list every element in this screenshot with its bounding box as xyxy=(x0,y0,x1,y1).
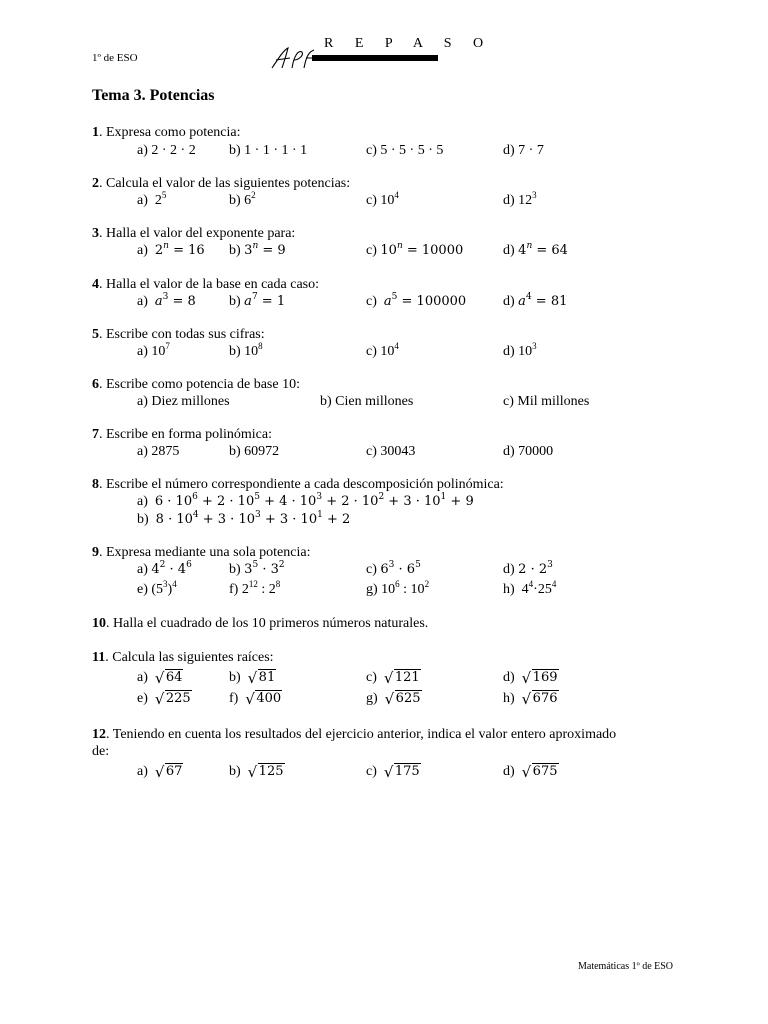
q2-item-d: d) $12^3$ xyxy=(503,190,537,208)
q5-item-c: c) $10^4$ xyxy=(366,341,399,359)
question-9: 9. Expresa mediante una sola potencia: xyxy=(92,545,311,560)
q8-item-b: b) $8 \cdot 10^4 + 3 \cdot 10^3 + 3 \cdot 10^1 + 2$ xyxy=(137,510,351,527)
q9-item-c: c) $6^3 \cdot 6^5$ xyxy=(366,560,421,577)
q1-item-a: a) 2 · 2 · 2 xyxy=(137,143,196,158)
question-3: 3. Halla el valor del exponente para: xyxy=(92,226,296,241)
q9-item-d: d) $2 \cdot 2^3$ xyxy=(503,560,553,577)
q9-item-h: h) $4^4\cdot 25^4$ xyxy=(503,579,557,597)
q11-item-d: d) √ 169 xyxy=(503,670,559,686)
signature-icon xyxy=(270,46,330,72)
q7-item-d: d) 70000 xyxy=(503,444,554,459)
q2-item-a: a) $2^5$ xyxy=(137,190,167,208)
q11-item-a: a) √ 64 xyxy=(137,670,183,686)
q9-item-a: a) $4^2 \cdot 4^6$ xyxy=(137,560,192,577)
q4-item-b: b) $a^7 = 1$ xyxy=(229,292,286,309)
q3-item-d: d) $4^n = 64$ xyxy=(503,241,568,258)
question-12-continuation: de: xyxy=(92,744,110,759)
q12-item-c: c) √ 175 xyxy=(366,764,421,780)
q11-item-g: g) √ 625 xyxy=(366,691,422,707)
q7-item-b: b) 60972 xyxy=(229,444,280,459)
question-10: 10. Halla el cuadrado de los 10 primeros números naturales. xyxy=(92,616,429,631)
q11-item-b: b) √ 81 xyxy=(229,670,276,686)
q9-item-e: e) $(5^3)^4$ xyxy=(137,579,177,597)
q5-item-d: d) $10^3$ xyxy=(503,341,537,359)
repaso-heading: R E P A S O xyxy=(324,36,493,51)
question-12: 12. Teniendo en cuenta los resultados del ejercicio anterior, indica el valor entero aproximado xyxy=(92,727,617,742)
question-11: 11. Calcula las siguientes raíces: xyxy=(92,650,274,665)
q7-item-c: c) 30043 xyxy=(366,444,416,459)
q6-item-b: b) Cien millones xyxy=(320,394,414,409)
q1-item-d: d) 7 · 7 xyxy=(503,143,544,158)
question-8: 8. Escribe el número correspondiente a cada descomposición polinómica: xyxy=(92,477,504,492)
question-4: 4. Halla el valor de la base en cada caso: xyxy=(92,277,320,292)
question-2: 2. Calcula el valor de las siguientes potencias: xyxy=(92,176,351,191)
q11-item-h: h) √ 676 xyxy=(503,691,559,707)
q9-item-b: b) $3^5 \cdot 3^2$ xyxy=(229,560,285,577)
q4-item-a: a) $a^3 = 8$ xyxy=(137,292,196,309)
q11-item-e: e) √ 225 xyxy=(137,691,192,707)
q4-item-c: c) $a^5 = 100000$ xyxy=(366,292,467,309)
question-5: 5. Escribe con todas sus cifras: xyxy=(92,327,265,342)
q3-item-c: c) $10^n = 10000$ xyxy=(366,241,464,258)
q1-item-c: c) 5 · 5 · 5 · 5 xyxy=(366,143,444,158)
q12-item-b: b) √ 125 xyxy=(229,764,285,780)
q3-item-a: a) $2^n = 16$ xyxy=(137,241,205,258)
logo-bar xyxy=(312,55,438,61)
q11-item-f: f) √ 400 xyxy=(229,691,282,707)
page-title: Tema 3. Potencias xyxy=(92,87,215,104)
q6-item-a: a) Diez millones xyxy=(137,394,230,409)
q9-item-f: f) $2^{12}$ : $2^8$ xyxy=(229,579,281,597)
q5-item-a: a) $10^7$ xyxy=(137,341,170,359)
q9-item-g: g) $10^6$ : $10^2$ xyxy=(366,579,430,597)
q4-item-d: d) $a^4 = 81$ xyxy=(503,292,568,309)
q1-item-b: b) 1 · 1 · 1 · 1 xyxy=(229,143,308,158)
q3-item-b: b) $3^n = 9$ xyxy=(229,241,286,258)
q12-item-d: d) √ 675 xyxy=(503,764,559,780)
q12-item-a: a) √ 67 xyxy=(137,764,183,780)
q11-item-c: c) √ 121 xyxy=(366,670,421,686)
q2-item-b: b) $6^2$ xyxy=(229,190,256,208)
q7-item-a: a) 2875 xyxy=(137,444,180,459)
question-1: 1. Expresa como potencia: xyxy=(92,125,241,140)
course-label: 1º de ESO xyxy=(92,52,138,64)
q2-item-c: c) $10^4$ xyxy=(366,190,399,208)
question-7: 7. Escribe en forma polinómica: xyxy=(92,427,272,442)
q6-item-c: c) Mil millones xyxy=(503,394,590,409)
q5-item-b: b) $10^8$ xyxy=(229,341,263,359)
page-footer: Matemáticas 1º de ESO xyxy=(578,961,674,972)
q8-item-a: a) $6 \cdot 10^6 + 2 \cdot 10^5 + 4 \cdot 10^3 + 2 \cdot 10^2 + 3 \cdot 10^1 + 9$ xyxy=(137,492,474,509)
question-6: 6. Escribe como potencia de base 10: xyxy=(92,377,300,392)
repaso-logo xyxy=(270,36,493,72)
